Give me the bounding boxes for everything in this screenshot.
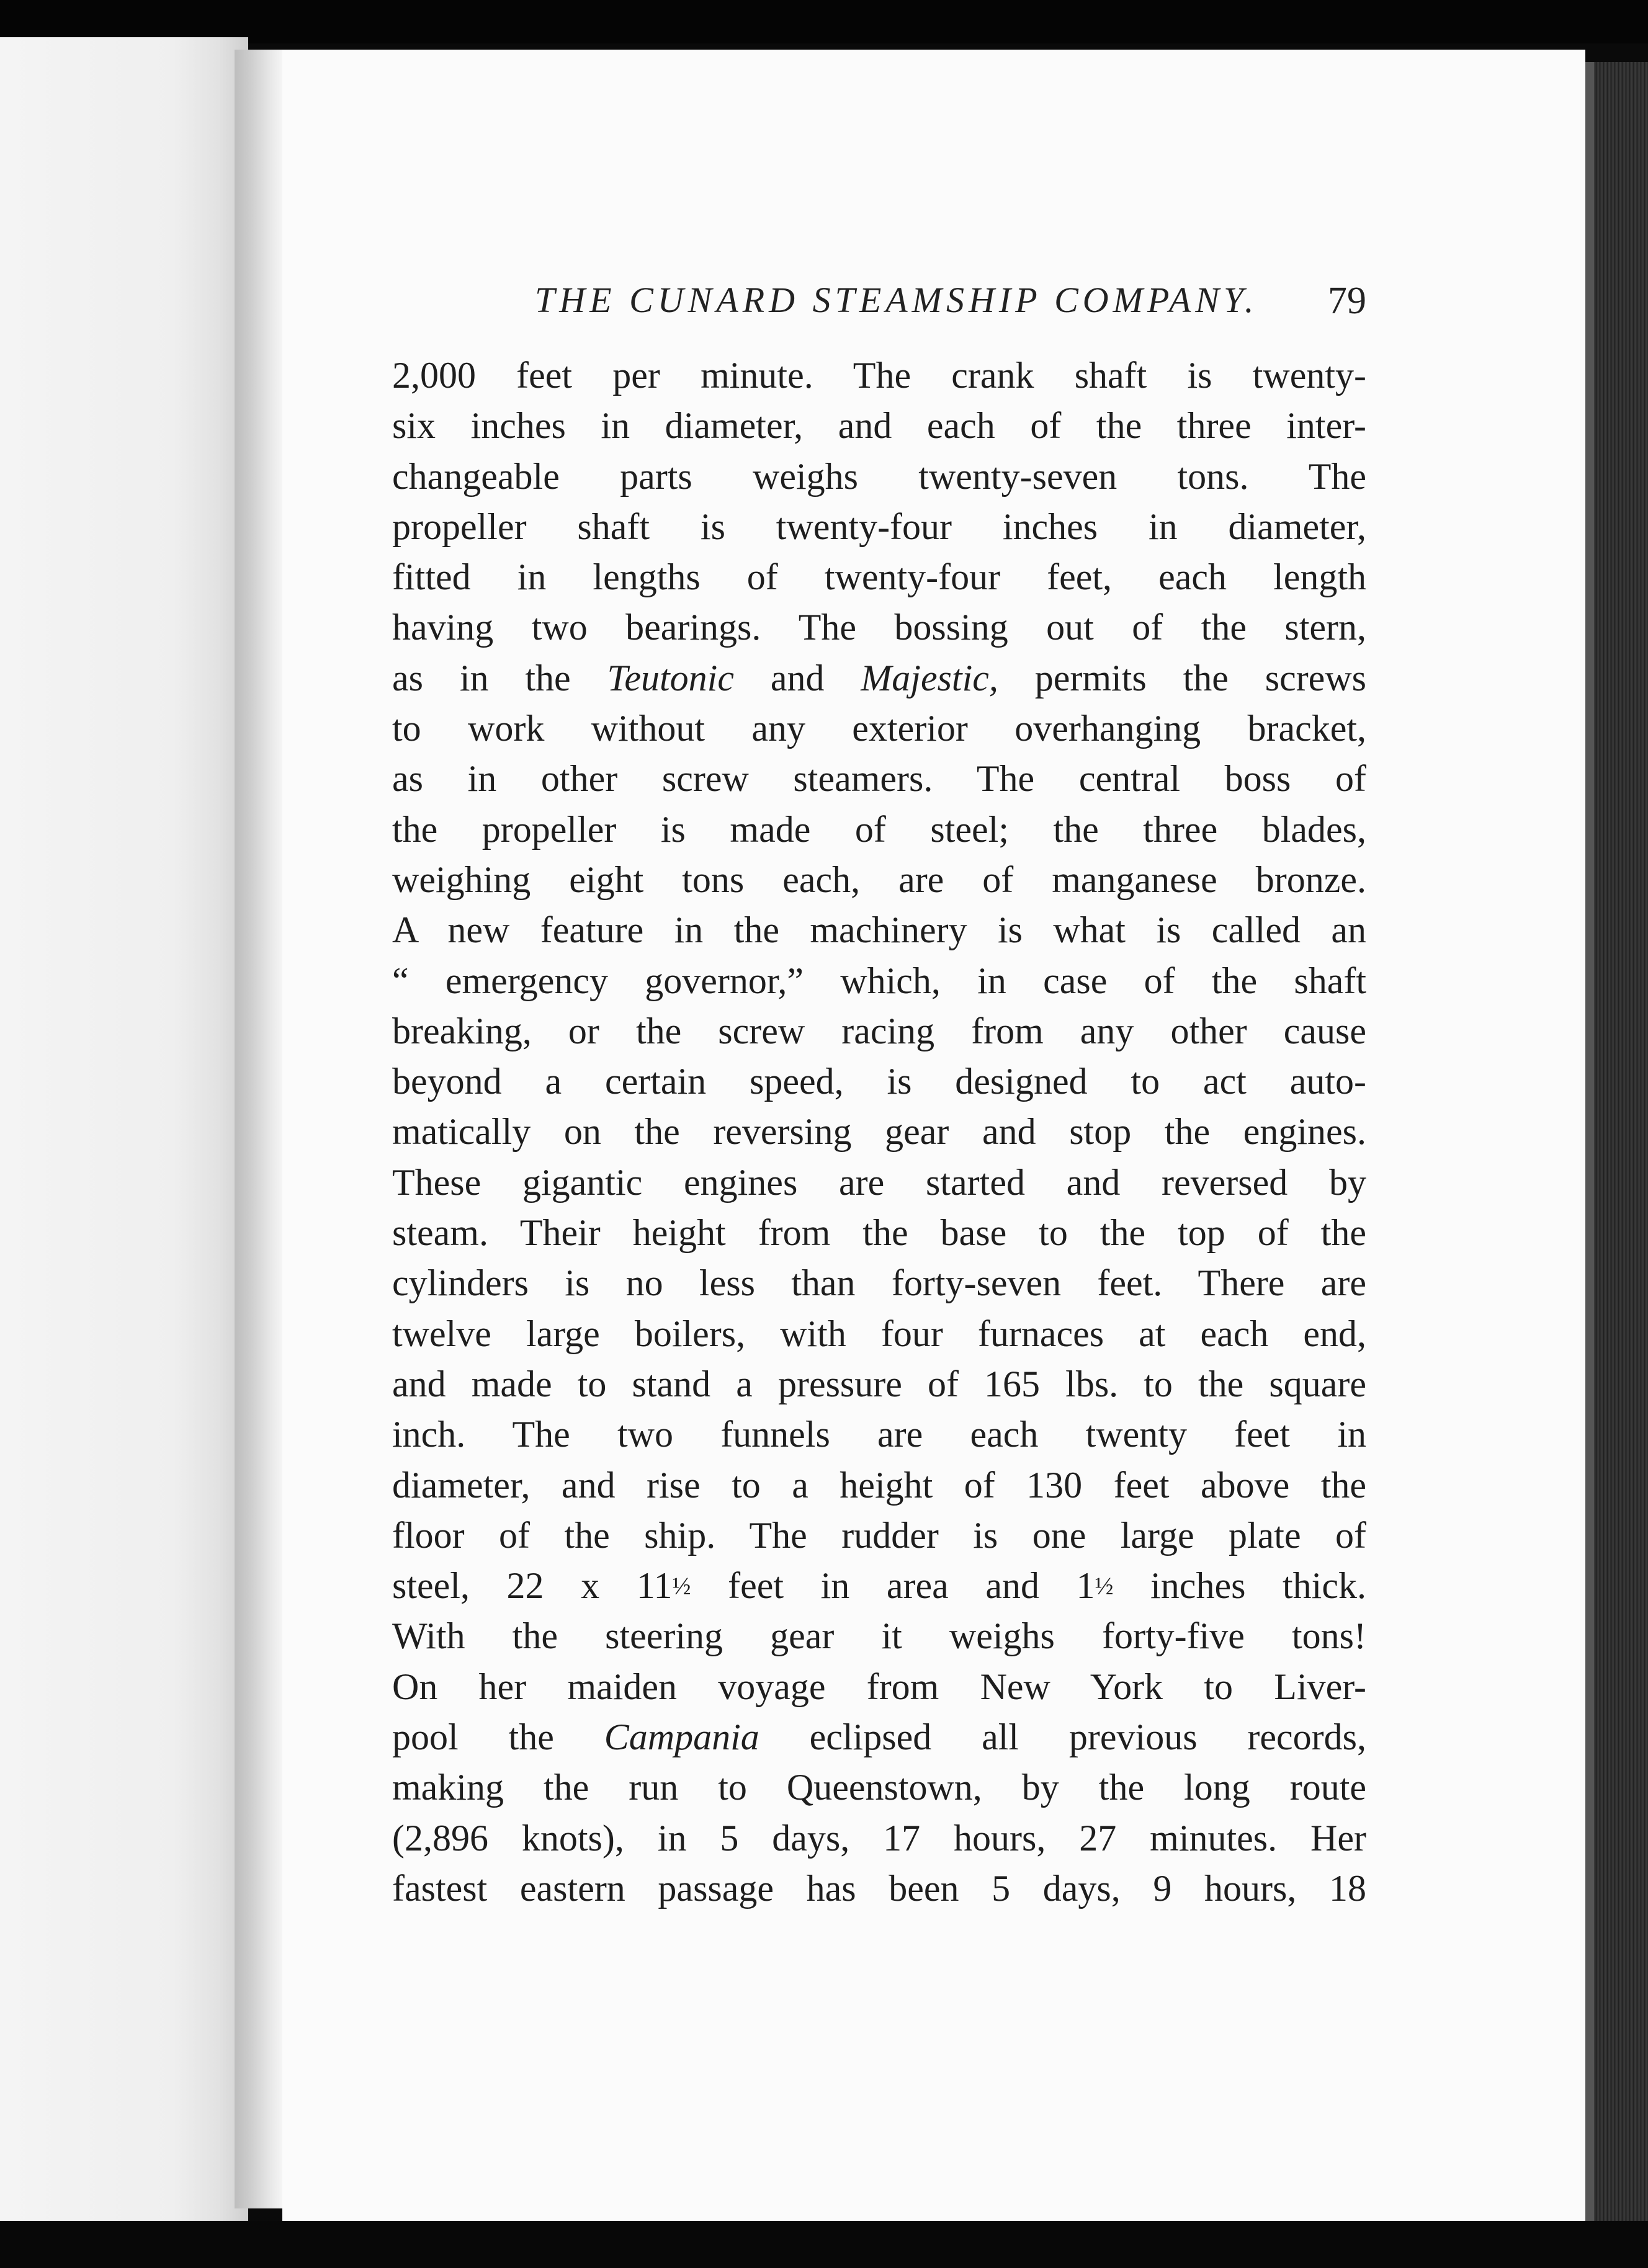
text-run: inches thick. [1113, 1565, 1366, 1607]
fraction-half: ½ [672, 1572, 691, 1601]
text-line [392, 452, 1366, 502]
text-run: beyond a certain speed, is designed to act auto- [392, 1061, 1366, 1102]
text-run: 2,000 feet per minute. The crank shaft is twenty- [392, 355, 1366, 396]
text-line [392, 1813, 1366, 1864]
text-run: steam. Their height from the base to the top of the [392, 1212, 1366, 1254]
text-run: diameter, and rise to a height of 130 feet above the [392, 1464, 1366, 1506]
running-title: THE CUNARD STEAMSHIP COMPANY. [535, 280, 1258, 320]
text-run: weighing eight tons each, are of manganese bronze. [392, 859, 1366, 900]
text-run: These gigantic engines are started and reversed by [392, 1161, 1366, 1203]
text-run: On her maiden voyage from New York to Liver- [392, 1666, 1366, 1707]
text-line [392, 1208, 1366, 1258]
text-run: as in other screw steamers. The central boss of [392, 758, 1366, 800]
text-line [392, 1611, 1366, 1661]
text-line [392, 754, 1366, 804]
text-line [392, 1006, 1366, 1056]
text-run: six inches in diameter, and each of the three inter- [392, 405, 1366, 447]
ship-name-majestic: Majestic, [861, 657, 998, 699]
text-line [392, 1460, 1366, 1511]
left-page-edge [0, 37, 248, 2227]
text-line [392, 805, 1366, 855]
text-run: With the steering gear it weighs forty-five tons! [392, 1615, 1366, 1657]
text-line [392, 956, 1366, 1006]
text-line [392, 653, 1366, 703]
text-run: inch. The two funnels are each twenty feet in [392, 1414, 1366, 1455]
text-run: changeable parts weighs twenty-seven tons. The [392, 455, 1366, 497]
text-run: to work without any exterior overhanging bracket, [392, 708, 1366, 749]
text-run: twelve large boilers, with four furnaces at each end, [392, 1313, 1366, 1354]
text-run: (2,896 knots), in 5 days, 17 hours, 27 minutes. Her [392, 1817, 1366, 1859]
text-line [392, 1409, 1366, 1460]
text-run: fastest eastern passage has been 5 days, 9 hours, 18 [392, 1867, 1366, 1909]
text-run: matically on the reversing gear and stop the engines. [392, 1111, 1366, 1153]
text-line [392, 855, 1366, 905]
text-run: pool the [392, 1717, 604, 1758]
text-run: steel, 22 x 11 [392, 1565, 673, 1607]
text-line [392, 1561, 1366, 1611]
text-run: breaking, or the screw racing from any other cause [392, 1010, 1366, 1051]
text-line [392, 1107, 1366, 1157]
text-line [392, 1662, 1366, 1712]
scan-border-bottom [0, 2221, 1648, 2268]
text-run: fitted in lengths of twenty-four feet, each length [392, 556, 1366, 598]
text-line [392, 350, 1366, 401]
text-line [392, 602, 1366, 653]
text-run: making the run to Queenstown, by the long route [392, 1767, 1366, 1808]
book-gutter-shadow [235, 50, 284, 2208]
text-line [392, 552, 1366, 602]
text-line [392, 401, 1366, 451]
body-text [392, 350, 1366, 1914]
text-line [392, 1158, 1366, 1208]
text-line [392, 703, 1366, 754]
page-header [392, 279, 1366, 329]
text-line [392, 1712, 1366, 1762]
text-run: as in the [392, 657, 607, 699]
text-run: and [733, 657, 861, 699]
text-run: feet in area and 1 [691, 1565, 1095, 1607]
ship-name-teutonic: Teutonic [607, 657, 734, 699]
text-line [392, 1309, 1366, 1359]
text-line [392, 502, 1366, 552]
text-run: and made to stand a pressure of 165 lbs. to the square [392, 1363, 1366, 1404]
text-run: “ emergency governor,” which, in case of the shaft [392, 960, 1366, 1001]
text-run: eclipsed all previous records, [759, 1717, 1366, 1758]
text-run: propeller shaft is twenty-four inches in diameter, [392, 506, 1366, 547]
text-run: A new feature in the machinery is what is called an [392, 909, 1366, 951]
ship-name-campania: Campania [604, 1717, 759, 1758]
text-run: cylinders is no less than forty-seven feet. There are [392, 1262, 1366, 1304]
text-line [392, 1359, 1366, 1409]
text-line [392, 1864, 1366, 1914]
text-line [392, 1511, 1366, 1561]
text-run: floor of the ship. The rudder is one large plate of [392, 1514, 1366, 1556]
text-line [392, 1056, 1366, 1107]
page-number: 79 [1328, 280, 1366, 322]
text-line [392, 1762, 1366, 1813]
fraction-half: ½ [1095, 1572, 1114, 1601]
text-run: the propeller is made of steel; the three blades, [392, 808, 1366, 850]
text-run: having two bearings. The bossing out of the stern, [392, 607, 1366, 648]
page-edge-stack [1585, 62, 1648, 2221]
text-run: permits the screws [998, 657, 1366, 699]
text-line [392, 905, 1366, 955]
text-line [392, 1258, 1366, 1308]
